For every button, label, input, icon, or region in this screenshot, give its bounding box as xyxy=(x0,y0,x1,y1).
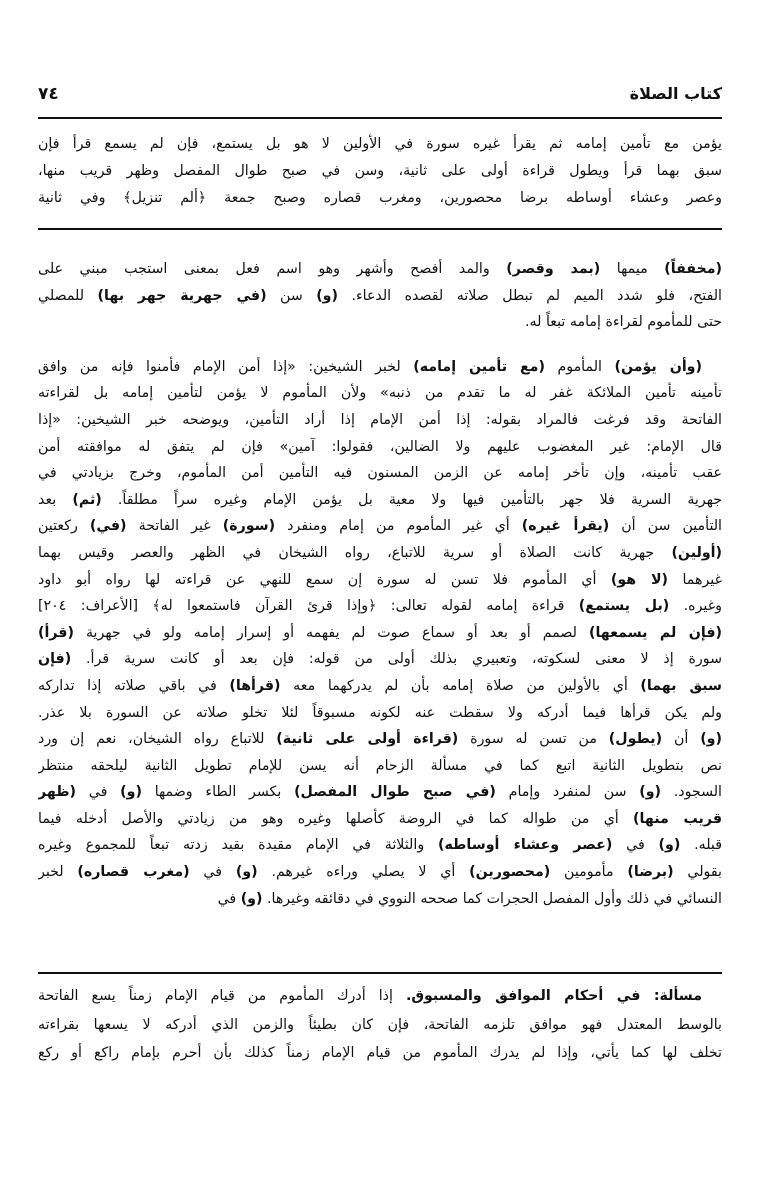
bold-text: سبق بهما) xyxy=(640,677,722,694)
bold-text: (أولين) xyxy=(671,544,722,561)
text-segment: لصمم أو بعد أو سماع صوت لم يفهمه أو إسرار إمامه ولو في جهرية xyxy=(73,624,589,641)
bold-text: (مع تأمين إمامه) xyxy=(413,358,545,375)
running-header xyxy=(38,84,722,110)
text-segment: بكسر الطاء وضمها xyxy=(141,784,295,801)
text-line xyxy=(38,779,722,806)
text-line xyxy=(38,487,722,514)
text-segment: الفاتحة وقد فرغت فالمراد بقوله: إذا أمن الإمام إذا أراد التأمين، ويوضحه خبر الشيخين: «إذا xyxy=(38,411,722,428)
text-segment: بعد xyxy=(38,491,73,508)
bold-text: (ثم) xyxy=(72,491,102,508)
text-line xyxy=(38,859,722,886)
text-segment: أي غير المأموم من إمام ومنفرد xyxy=(275,518,522,535)
text-segment: في xyxy=(612,837,659,854)
text-segment: ركعتين xyxy=(38,518,90,535)
text-line xyxy=(38,753,722,780)
bold-text: مسألة: في أحكام الموافق والمسبوق. xyxy=(405,988,703,1004)
text-segment: الفتح، فلو شدد الميم لم تبطل صلاته لقصده الدعاء. xyxy=(337,287,722,304)
bold-text: (بمد وقصر) xyxy=(506,261,601,277)
text-segment: نص بتطويل الثانية اتبع كما في مسألة الزحام أنه يسن للإمام تطويل الثانية ليلحقه منتظر xyxy=(38,757,722,774)
text-segment: والمد أفصح وأشهر وهو اسم فعل بمعنى استجب مبني على xyxy=(38,261,507,277)
text-line xyxy=(38,646,722,673)
bold-text: (مغرب قصاره) xyxy=(77,864,190,881)
bold-text: (قرأ) xyxy=(38,624,74,641)
bold-text: (و) xyxy=(658,837,681,854)
text-segment: بالوسط المعتدل فهو موافق تلزمه الفاتحة، فإن كان بطيئاً والزمن الذي أدركه لا يسعها بقراءته xyxy=(38,1016,722,1033)
text-segment: النسائي في ذلك وأول المفصل الحجرات كما صححه النووي في دقائقه وغيرها. xyxy=(262,890,722,907)
text-segment: يؤمن مع تأمين إمامه ثم يقرأ غيره سورة في الأولين لا هو بل يستمع، فإن لم يسمع قرأ فإن xyxy=(38,136,722,152)
text-line xyxy=(38,309,722,336)
bold-text: (و) xyxy=(316,287,338,304)
bold-text: (ظهر xyxy=(38,784,77,801)
text-segment: أي بالأولين من صلاة إمامه بأن لم يدركهما معه xyxy=(280,677,641,694)
text-segment: قراءة إمامه لقوله تعالى: ﴿وإذا قرئ القرآن فاستمعوا له﴾ [الأعراف: ٢٠٤] xyxy=(38,598,579,615)
text-line xyxy=(38,673,722,700)
text-segment: للاتباع رواه الشيخان، نعم إن ورد xyxy=(38,731,277,748)
main-text-divider xyxy=(38,228,722,230)
commentary-text xyxy=(38,256,722,912)
text-line xyxy=(38,806,722,833)
bold-text: (محصورين) xyxy=(469,864,551,881)
text-segment: بقولي xyxy=(673,864,722,881)
text-segment: السجود. xyxy=(661,784,722,801)
text-line xyxy=(38,185,722,212)
text-segment: قبله. xyxy=(680,837,722,854)
bold-text: (برضا) xyxy=(627,864,674,881)
bold-text: (وأن يؤمن) xyxy=(614,358,702,375)
header-divider xyxy=(38,117,722,119)
text-segment: أي المأموم فلا تسن له سورة إن سمع للنهي عن قراءته لها رواه أبو داود xyxy=(38,571,611,588)
bold-text: (يقرأ غيره) xyxy=(521,518,610,535)
bold-text: (في صبح طوال المفصل) xyxy=(294,784,496,801)
text-segment: سن لمنفرد وإمام xyxy=(495,784,640,801)
bold-text: (و) xyxy=(240,890,263,907)
bold-text: (لا هو) xyxy=(610,571,669,588)
bold-text: (قراءة أولى على ثانية) xyxy=(276,731,459,748)
text-line xyxy=(38,540,722,567)
text-line xyxy=(38,1011,722,1040)
text-line xyxy=(38,593,722,620)
text-segment: غيرهما xyxy=(668,571,722,588)
text-line xyxy=(38,700,722,727)
text-segment: حتى للمأموم لقراءة إمامه تبعاً له. xyxy=(525,314,722,331)
text-segment: في xyxy=(76,784,121,801)
text-segment: أن xyxy=(662,731,701,748)
text-line xyxy=(38,886,722,913)
text-segment: للمصلي xyxy=(38,287,98,304)
footnote-text xyxy=(38,982,722,1068)
text-line xyxy=(38,982,722,1011)
text-segment: قال الإمام: غير المغضوب عليهم ولا الضالين، فقولوا: آمين» فإن لم يتفق له موافقته أمن xyxy=(38,438,722,455)
bold-text: (بل يستمع) xyxy=(578,598,670,615)
bold-text: (في) xyxy=(89,518,127,535)
bold-text: (سورة) xyxy=(222,518,276,535)
text-segment: إذا أدرك المأموم من قيام الإمام زمناً يسع الفاتحة xyxy=(38,988,406,1004)
text-line xyxy=(38,434,722,461)
text-segment: لخبر xyxy=(38,864,78,881)
text-segment: تأمينه تأمين الملائكة غفر له ما تقدم من ذنبه» ولأن المأموم لا يؤمن لتأمين إمامه بل لقراءته xyxy=(38,385,722,402)
text-segment: سورة إذ لا معنى لسكوته، وتعبيري بذلك أولى من قوله: فإن بعد أو كانت سرية قرأ. xyxy=(71,651,722,668)
text-segment: من تسن له سورة xyxy=(458,731,609,748)
text-line xyxy=(38,567,722,594)
main-text xyxy=(38,131,722,212)
bold-text: (و) xyxy=(235,864,258,881)
text-line xyxy=(38,158,722,185)
text-segment: جهرية كانت الصلاة أو سرية للاتباع، رواه الشيخان في الظهر والعصر وقيس بهما xyxy=(38,544,672,561)
text-segment: المأموم xyxy=(544,358,615,375)
text-segment: ميمها xyxy=(600,261,665,277)
text-segment: تخلف لها كما يأتي، وإذا لم يدرك المأموم من قيام الإمام زمناً كذلك بأن أحرم بإمام راكع أو ركع xyxy=(38,1045,722,1061)
bold-text: (و) xyxy=(700,731,722,748)
text-line xyxy=(38,620,722,647)
text-line xyxy=(38,256,722,283)
text-line xyxy=(38,131,722,158)
text-line xyxy=(38,380,722,407)
bold-text: (في جهرية جهر بها) xyxy=(97,287,267,304)
book-title: كتاب الصلاة xyxy=(629,84,722,103)
text-segment: أي من طواله كما في الروضة كأصلها وغيره وهو من زيادتي والأصل أدخله فيما xyxy=(38,810,634,827)
bold-text: (فإن xyxy=(38,651,72,668)
text-segment: في باقي صلاته إذا تداركه xyxy=(38,677,230,694)
bold-text: (قرأها) xyxy=(229,677,281,694)
text-segment: سبق بهما قرأ ويطول قراءة أولى على ثانية، وسن في صبح طوال المفصل وظهر قريب منها، xyxy=(38,163,722,179)
text-line xyxy=(38,832,722,859)
bold-text: (عصر وعشاء أوساطه) xyxy=(437,837,613,854)
bold-text: (فإن لم يسمعها) xyxy=(589,624,722,641)
text-segment: مأمومين xyxy=(550,864,628,881)
page-number: ٧٤ xyxy=(38,84,59,104)
footnote-divider xyxy=(38,972,722,974)
text-segment: ولم يكن قرأها فيما أدركه ولا سقطت عنه لكونه مسبوقاً لئلا تخلو صلاته عن السورة بلا عذر. xyxy=(38,704,722,721)
text-line xyxy=(38,283,722,310)
text-line xyxy=(38,1039,722,1068)
text-segment: غير الفاتحة xyxy=(126,518,223,535)
bold-text: (و) xyxy=(120,784,142,801)
text-segment: جهرية السرية فلا جهر بالتأمين فيها ولا معية بل يؤمن الإمام وغيره سراً مطلقاً. xyxy=(101,491,722,508)
bold-text: (و) xyxy=(639,784,662,801)
text-line xyxy=(38,407,722,434)
text-segment: وعصر وعشاء أوساطه برضا محصورين، ومغرب قصاره وصبح جمعة ﴿ألم تنزيل﴾ وفي ثانية xyxy=(38,190,722,206)
text-segment: التأمين سن أن xyxy=(609,518,722,535)
bold-text: (يطول) xyxy=(608,731,663,748)
bold-text: (مخففاً) xyxy=(664,261,722,277)
text-segment: في xyxy=(189,864,236,881)
text-line xyxy=(38,513,722,540)
text-segment: أي لا يصلي وراءه غيرهم. xyxy=(257,864,470,881)
text-segment: والثلاثة في الإمام مقيدة بقيد زدته تبعاً للمجموع وغيره xyxy=(38,837,438,854)
bold-text: قريب منها) xyxy=(633,810,722,827)
text-segment: سن xyxy=(266,287,317,304)
text-line xyxy=(38,726,722,753)
text-line xyxy=(38,460,722,487)
text-segment: وغيره. xyxy=(669,598,722,615)
text-segment: في xyxy=(217,890,241,907)
text-line xyxy=(38,354,722,381)
text-segment: لخبر الشيخين: «إذا أمن الإمام فأمنوا فإنه من وافق xyxy=(38,358,414,375)
text-segment: عقب تأمينه، وإن تأخر إمامه عن الزمن المسنون فيه التأمين أمن المأموم، وخرج بزيادتي في xyxy=(38,465,722,482)
